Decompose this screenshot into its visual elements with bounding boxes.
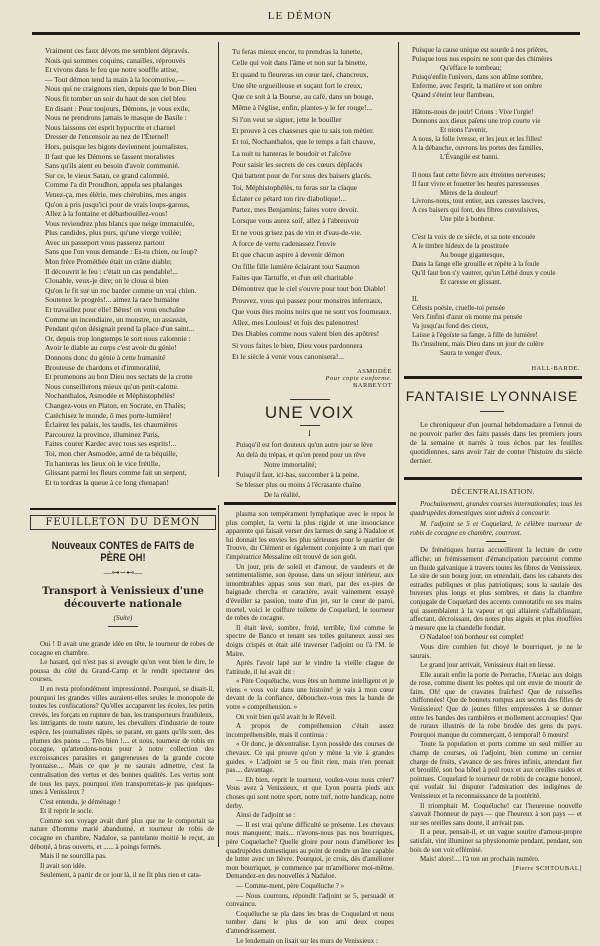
paragraph: plasma son tempérament lymphatique avec le repos le plus complet, la vertu la plus rigide et une insouciance apparente qui faisait verser des larmes de sang à Nadaloe et lui donnait les envies les plus sérieuses pour le quartier de Trouve, du Clément et également conjointe à un mari que l'impératrice Messaline eût trouvé de son goût. bbox=[226, 510, 394, 561]
section-rule bbox=[404, 477, 582, 480]
poem-line: A la débauche, ouvrons les portes des familles, bbox=[412, 143, 544, 152]
paragraph: « Or donc, je décentralise. Lyon possède des courses de chevaux. Ce qui prouve qu'on y mène la vie à grandes guides. » L'adjoint se 5 ou finit rien, mais n'en prenait pas.... davantage. bbox=[226, 740, 394, 775]
poem-line: Vraiment ces faux dévots me semblent dépravés. bbox=[45, 46, 190, 55]
poem-line: Venez-ça, mes élérie, mes chérubins, mes anges bbox=[45, 189, 187, 199]
poem-line: La nuit tu hanteras le boudoir et l'alcôve bbox=[232, 148, 351, 158]
poem-line: Même à l'église, enfin, plantes-y le fer rouge!... bbox=[232, 103, 373, 113]
paragraph: Mais! alors!.... l'à ton un prochain numéro. bbox=[420, 855, 540, 864]
poem-line: Avoir le diable au corps c'est avoir du génie! bbox=[45, 343, 177, 353]
column-divider bbox=[398, 42, 399, 847]
poem-line: A le timbre hideux de la prostituée bbox=[412, 241, 509, 250]
poem-line: Allez à la fontaine et débarbouillez-vous! bbox=[45, 209, 168, 219]
poem-line: Nous qui ne craignons rien, depuis que le bon Dieu bbox=[45, 84, 197, 94]
paragraph: Il en resta profondément impressionné. Pourquoi, se disait-il, pourquoi les grandes villes auraient-elles seules le monopole de toutes les confiscations? Qu'elles accaparent les écoles, les petits crevés, les forçats en rupture de ban, les transporteurs frauduleux, les intrigants de toute nature, les chevaliers d'industrie de toute espèce, les journalistes râpés, se parant, en gants qu'ils sont, des plumes des paons .... Très bien !.... et nous, tourneur de robis en cocagne, qu'attendons-nous pour à notre collection des excroissances parasites et gangreneuses de la grande cocote lyonnaise.... Mais ce que je ne saurais admettre, c'est la centralisation des vertus et des bonnes qualités. Les vertus sont de tous les pays, pourquoi n'en transporterais-je pas quelques-unes à Venissieux ? bbox=[30, 684, 214, 797]
masthead-rule bbox=[32, 32, 580, 35]
poem-line: Une tête orgueilleuse et suçant fort le creux, bbox=[232, 80, 363, 90]
paragraph: — Comme-ment, père Coquéluche ? » bbox=[236, 881, 345, 890]
poem-line: Plus candides, plus purs, qu'une vierge voilée; bbox=[45, 228, 182, 238]
poem-line: Mon frère Prométhée était un crâne diable; bbox=[45, 257, 172, 267]
section-rule bbox=[30, 508, 216, 510]
poem-line: Celle qui voit dans l'âme et non sur la binette, bbox=[232, 58, 368, 68]
decentralisation-text: Prochainement, grandes courses internationales; tous les quadrupèdes domestiques sont admis à concourir. M. l'adjoint se 5 et Coquelard, le célèbre tourneur de robis de cocagne en chambre, courront. De frénétiques hurras accueillirent la lecture de cette affiche; un frémissement d'émancipation parcourut comme un fluide galvanique à travers toutes les fibres de Venissieux. Le sire de son bourg jour, on entendait, dans les cabarets des estrades publiques et plus patriotiques; sous la saulaie des buveurs plus longs et plus sombres, et dans la chambre conjugale de Coquelard des accents connotatifs ou ses mains qui assemblaient à la vapeur et qui allaient s'affaiblissant, affectant, décroissant, des notes plus aiguës et plus étouffées à mesure que la chandelle fondait. O Nadaloe! ton bonheur est complet! Vous dire combien fut choyé le bourriquet, je ne le saurais. Le grand jour arrivait, Venissieux était en liesse. Elle aurait enfin la porte de Perrache, l'Auriac aux doigts de rose, comme disent les poètes qui ont envie de mourir de faim. Oh! que de cravates fraîches! Que de ruisselles chiffonnées! Que de bonnets rompus aux secrets des filles de Venissieux! Que de jeunes filles empressées à se donner entre les bandes des rambières et mollement accroupies! Que de ruraux illustrés de la robe brodée des gens du pays. Pourquoi manque du commerçant, ô temporal! ô mœurs! Toute la population et ports comme un seul millier au champ de courses, où l'adjoint, bien comme un cernier charge de fruits, s'avance de ses frères infinis, attendant fier et brouillé, son boa hôtel à poil roux et aux oreilles raides et pointues. Coquelard le tourneur de robis de cocagne honoré, qui voulait lui disputer l'admiration des indigènes de Venissieux et la reconnaissance de la postérité. Il triomphait M. Coquéluche! car l'heureuse nouvelle s'auvait l'honneur de pays — que l'heureux à son pays — et sur ses oreilles sans doute, il arrivait pas. Il a peur, pensait-il, et un vague sourire d'amour-propre satisfait, vint illuminer sa physionomie pendant, pendant, son bois de son voit efféminé. Mais! alors!.... l'à ton un prochain numéro. [Pierre SCHTOUBAL] bbox=[410, 500, 582, 872]
paragraph: C'est entendu, je déménage ! bbox=[40, 797, 121, 806]
poem-line: Allez, mes Loulous! et fuis des palenotres! bbox=[232, 318, 359, 328]
poem-line: En disant : Pour toujours, Démons, je vous exile, bbox=[45, 103, 190, 113]
poem-line: Et que chacun aspire à devenir démon bbox=[232, 250, 345, 260]
poem-line: Brouteuse de chardons et d'immoralité, bbox=[45, 362, 161, 372]
poem-line: Et nions l'avenir, bbox=[440, 126, 488, 135]
poem-line: II. bbox=[412, 295, 419, 304]
paragraph: Il a peur, pensait-il, et un vague sourire d'amour-propre satisfait, vint illuminer sa physionomie pendant, pendant, son bois de son voit efféminé. bbox=[410, 828, 582, 854]
poem-line: Pour saisir les secrets de ces cœurs déplacés bbox=[232, 159, 363, 169]
poem-line: Ils t'insultent, mais Dieu dans un jour de colère bbox=[412, 339, 544, 348]
poem-line: Clouable, veux-je dire; on le cloua si bien bbox=[45, 276, 169, 286]
poem-line: Que vous êtes moins noirs que ne sont vos fourneaux. bbox=[232, 306, 392, 316]
poem-line: Donnons aux dieux païens une trop courte vie bbox=[412, 117, 541, 126]
poem-line: A ces baisers qui font, des fibres convulsives, bbox=[412, 206, 540, 215]
poem-line: Partez, mes Benjamins; faites votre devoir. bbox=[232, 205, 359, 215]
paragraph: De frénétiques hurras accueillirent la lecture de cette affiche; un frémissement d'émancipation parcourut comme un fluide galvanique à travers toutes les fibres de Venissieux. Le sire de son bourg jour, on entendait, dans les cabarets des estrades publiques et plus patriotiques; sous la saulaie des buveurs plus longs et plus sombres, et dans la chambre conjugale de Coquelard des accents connotatifs ou ses mains qui assemblaient à la vapeur et qui allaient s'affaiblissant, affectant, décroissant, des notes plus aiguës et plus étouffées à mesure que la chandelle fondait. bbox=[410, 546, 582, 632]
series-title: Nouveaux CONTES de FAITS de PÈRE OH! bbox=[51, 540, 195, 564]
poem-line: Et toi, Nochanthalos, que le temps a fait chauve, bbox=[232, 137, 376, 147]
paragraph: Seulement, à partir de ce jour là, il ne fit plus rien et cata- bbox=[40, 871, 202, 880]
poem-line: Célests poésie, cruelle-toi pensée bbox=[412, 304, 505, 313]
poem-line: Qui battent pour de l'or sous des baisers glacés. bbox=[232, 171, 372, 181]
paragraph: On voit bien qu'il avait lu le Réveil. bbox=[236, 712, 337, 721]
poem-line: Faites que Tartuffe, et d'un œil charitable bbox=[232, 272, 354, 282]
poem-line: Notre immortalité; bbox=[264, 461, 317, 469]
paragraph: O Nadaloe! ton bonheur est complet! bbox=[420, 633, 524, 642]
poem-line: Lorsque vous aurez soif, allez à l'abreuvoir bbox=[232, 216, 360, 226]
poem-line: Pendant qu'on désignait prend la place d'un saint... bbox=[45, 324, 195, 334]
paragraph: Vous dire combien fut choyé le bourriquet, je ne le saurais. bbox=[410, 642, 582, 660]
poem-line: Mères de la douleur! bbox=[440, 188, 499, 197]
poem-line: Quand s'éteint leur flambeau, bbox=[412, 90, 495, 99]
feuilleton-banner: FEUILLETON DU DÉMON bbox=[30, 515, 216, 530]
paragraph: — Nous courrons, répondit l'adjoint se 5, persuadé et convaincu. bbox=[226, 891, 394, 909]
poem-line: Glissant parmi les fleurs comme fait un serpent, bbox=[45, 468, 187, 478]
poem-line: Puisqu'enfin l'univers, dans son abîme sombre, bbox=[412, 72, 544, 81]
paragraph: — Il est vrai qu'une difficulté se présente. Les chevaux nous manquent; mais... n'avons-nous pas nos bourriques, père Coquelache? Quelle gloire pour nous d'améliorer les quadrupèdes domestiques au point de rendre un âne capable de lutter avec un lièvre. Pourquoi, je crois, dès d'améliorer mon bourriquet, je commence par m'améliorer moi-même. Demandez-en des nouvelles à Nadaloe. bbox=[226, 820, 394, 881]
poem-line: Enferme, avec l'esprit, la matière et son ombre bbox=[412, 81, 543, 90]
poem-line: Dans la fange elle grouille et répète à la foule bbox=[412, 259, 540, 268]
poem-line: Va jusqu'au fond des cieux, bbox=[412, 322, 489, 331]
paragraph: Toute la population et ports comme un seul millier au champ de courses, où l'adjoint, bien comme un cernier charge de fruits, s'avance de ses frères infinis, attendant fier et brouillé, son boa hôtel à poil roux et aux oreilles raides et pointues. Coquelard le tourneur de robis de cocagne honoré, qui voulait lui disputer l'admiration des indigènes de Venissieux et la reconnaissance de la postérité. bbox=[410, 740, 582, 800]
column-divider bbox=[218, 505, 219, 847]
poem-line: Laisse à l'égoïste sa fange, à fille de lumière! bbox=[412, 331, 538, 339]
poem-line: Si vous faites le bien, Dieu vous pardonnera bbox=[232, 340, 363, 350]
paragraph: Le lendemain on lisait sur les murs de Venissieux : bbox=[236, 936, 378, 945]
poem-line: Dresser de l'encensoir au nez de l'Éternel! bbox=[45, 132, 169, 142]
poem-line: A force de vertu cadenassez l'envie bbox=[232, 239, 336, 249]
poem-line: Ou fille fille lumière éclairant tout Saumon bbox=[232, 261, 360, 271]
poem-line: — Tout démon tend la main à la locomotive,— bbox=[45, 74, 185, 84]
poem-line: Et vivons dans le feu que notre souffle attise, bbox=[45, 65, 179, 75]
section-number: I bbox=[308, 429, 311, 438]
paragraph: Ainsi de l'adjoint se : bbox=[236, 811, 296, 820]
poem-line: Puisqu'il est fort douteux qu'un autre jour se lève bbox=[236, 441, 373, 449]
poem-line: Se blesser plus ou moins à l'écrasante chaîne bbox=[236, 481, 362, 489]
ornament: —⊶∽⊷— bbox=[103, 568, 143, 577]
poem-line: Avec un passeport vous passerez partout bbox=[45, 237, 165, 247]
poem-line: Sans que l'on vous demande : Es-tu chien, ou loup? bbox=[45, 247, 197, 257]
paragraph: Oui ! Il avait une grande idée en tête, le tourneur de robes de cocagne en chambre. bbox=[30, 640, 214, 657]
poem-line: Donnons donc du génie à cette humanité bbox=[45, 353, 166, 362]
poem-column-2 bbox=[232, 46, 394, 362]
poem-line: Une pile à bonheur. bbox=[440, 215, 495, 224]
section-rule bbox=[224, 502, 396, 505]
paragraph: Comme son voyage avait duré plus que ne le comportait sa nature d'homme marié abandonné, et tourneur de robis de cocagne en chambre, Nadaloe, sa pantelante moitié le reçut, au débotté, à bras ouverts, et ...... à poings fermés. bbox=[30, 816, 214, 851]
paragraph: « Père Coquéluche, vous êtes un homme intelligent et je viens « vous voir dans une histoire! je vais à mon cœur devant de la confiance, débouchez-vous mes la bande de votre « compréhension. » bbox=[226, 677, 394, 712]
poem-line: Hors, puisque les bigots deviennent journalistes, bbox=[45, 141, 189, 151]
poem-line: Et le siècle à venir vous canonisera!... bbox=[232, 352, 344, 362]
poem-signature: ASMODÉE Pour copie conforme. BARBEYOT bbox=[325, 368, 392, 389]
paragraph: Il était levé, sombre, froid, terrible, fixé comme le spectre de Banco et tenant ses toiles guitaneux aussi ses doigts crispés et était ailé traverser l'adjoint ou l'à l'M. le Maire. bbox=[226, 623, 394, 658]
poem-line: Parcourez la province, illuminez Paris, bbox=[45, 429, 160, 439]
stanza-break bbox=[412, 99, 582, 108]
feuilleton-text bbox=[30, 640, 214, 881]
paragraph: Le grand jour arrivait, Venissieux était en liesse. bbox=[420, 661, 555, 670]
feuilleton-header bbox=[30, 515, 216, 631]
poem-line: C'est la voix de ce siècle, et sa note encouée bbox=[412, 233, 536, 242]
poem-line: A nous, la folle ivresse, et les jeux et les filles! bbox=[412, 135, 543, 144]
paragraph: A propos de compréhension c'était assez incompréhensible, mais il continua : bbox=[226, 722, 394, 739]
poem-line: Et prouve à ces chasseurs que tu sais ton métier. bbox=[232, 126, 375, 136]
poem-line: Qu'on le fit sur un roc barder comme un vrai chien. bbox=[45, 285, 197, 295]
paragraph: Après l'avoir lapé sur le vindre la vieille clague de l'attitude, il lui avait dit : bbox=[226, 659, 394, 676]
poem-line: Toi, Méphistophélès, tu feras sur la claque bbox=[232, 182, 358, 192]
stanza-break bbox=[412, 286, 582, 295]
paragraph: Et il reprit le socle. bbox=[40, 807, 94, 816]
poem-line: Puisque tous nos espoirs ne sont que des chimères bbox=[412, 54, 553, 63]
paragraph: Un jour, pris de soleil et d'amour, de vaudeurs et de sentimentalisme, son épouse, dans un séjour intérieur, aux innombrables appas sous son mari, par des ex-pies de baignade chercha et caractère, avait vainement essayé d'éveiller sa passion, toute d'un jet, sur le cœur de paroi, mortel, voici le coiffure toilette de Coquelard, le tourneur de robes de cocagne. bbox=[226, 562, 394, 623]
fantaisie-title: FANTAISIE LYONNAISE bbox=[405, 388, 579, 404]
poem-line: Sans qu'ils aient eu besoin d'avoir communié. bbox=[45, 161, 180, 171]
poem-column-3 bbox=[412, 46, 582, 358]
poem-line: Des Diables comme nous valent bien des apôtres! bbox=[232, 329, 380, 339]
poem-line: Puisque la cause unique est sourde à nos prières, bbox=[412, 46, 548, 54]
poem-line: Et ne vous grisez pas de vin et d'eau-de-vie. bbox=[232, 227, 362, 237]
poem-line: Saura te venger d'eux. bbox=[440, 348, 502, 357]
paragraph: Il avait son idée. bbox=[40, 861, 87, 870]
poem-line: Qu'il faut bon s'y vautrer, qu'un Léthé doux y coule bbox=[412, 268, 556, 277]
story-title: Transport à Venissieux d'une découverte nationale bbox=[42, 586, 204, 610]
poem-line: Nous laissons cet esprit hypocrite et charnel bbox=[45, 122, 176, 132]
decentralisation-title: DÉCENTRALISATION. bbox=[450, 487, 536, 496]
stanza-break bbox=[412, 224, 582, 233]
poem-line: Toi, mon cher Asmodée, armé de ta béquille, bbox=[45, 448, 178, 458]
poem-line: Changez-vous en Platon, en Socrate, en Thalès; bbox=[45, 400, 186, 410]
poem-line: Comme un incendiaire, un monstre, un assassin, bbox=[45, 314, 188, 324]
stanza-break bbox=[412, 162, 582, 171]
poem-line: Faites courer Kardec avec tous ses esprits!... bbox=[45, 439, 177, 449]
poem-line: Au delà du trépas, et qu'on prend pour un rêve bbox=[236, 451, 366, 459]
poem-line: Nous conseillerons mieux qu'un petit-calotte. bbox=[45, 381, 179, 391]
une-voix-poem bbox=[236, 440, 394, 500]
poem-line: Démontrez que le ciel s'ouvre pour tout bon Diable! bbox=[232, 284, 386, 294]
poem-line: Comme l'a dit Proudhon, appela ses phalanges bbox=[45, 180, 183, 190]
poem-line: Et tu tordras la queue à ce long chenapan! bbox=[45, 477, 169, 487]
poem-line: Puisqu'il faut, ici-bas, succomber à la peine, bbox=[236, 471, 360, 479]
poem-line: Il faut que les Démons se fassent moralistes bbox=[45, 151, 175, 161]
middle-story-text bbox=[226, 510, 394, 946]
poem-column-1 bbox=[45, 46, 217, 487]
paragraph: Le hasard, qui n'est pas si aveugle qu'on veut bien le dire, le poussa du côté du Grand-Camp et le rendit spectateur des courses. bbox=[30, 658, 214, 684]
paragraph: Elle aurait enfin la porte de Perrache, l'Auriac aux doigts de rose, comme disent les poètes qui ont envie de mourir de faim. Oh! que de cravates fraîches! Que de ruisselles chiffonnées! Que de bonnets rompus aux secrets des filles de Venissieux! Que de jeunes filles empressées à se donner entre les bandes des rambières et mollement accroupies! Que de ruraux illustrés de la robe brodée des gens du pays. Pourquoi manque du commerçant, ô temporal! ô mœurs! bbox=[410, 670, 582, 739]
poem-line: De la réalité, bbox=[264, 491, 300, 499]
paragraph: Coquéluche se pla dans les bras de Coquelard et nous tomber dans le plus de son ami deux coupes d'attendrissement. bbox=[226, 909, 394, 935]
poem-line: Et quand tu fleureras un cœur taré, chancreux, bbox=[232, 69, 369, 79]
poem-line: Nochanthalos, Asmodée et Méphistophélès! bbox=[45, 391, 176, 401]
poem-line: Éclairez les palais, les taudis, les chaumières bbox=[45, 420, 178, 430]
poem-line: Qu'on a pris jusqu'ici pour de vrais loups-garous, bbox=[45, 199, 190, 209]
poem-line: Qu'efface le tombeau; bbox=[440, 63, 502, 72]
poem-line: Nous ne prendrons jamais le masque de Basile : bbox=[45, 113, 187, 123]
fantaisie-intro: Le chroniqueur d'un journal hebdomadaire a l'ennui de ne pouvoir parler des faits passés dans les premiers jours de la semaine et narrés à tous échos par les feuilles quotidiennes, sans avoir l'air de conter l'histoire du siècle dernier. bbox=[410, 420, 582, 465]
poem-line: Vers l'infini d'azur où monte ma pensée bbox=[412, 313, 523, 322]
poem-line: Tu hanteras les lieux où le vice frétille, bbox=[45, 458, 161, 468]
poem-line: Vous reviendrez plus blancs que neige immaculée, bbox=[45, 218, 195, 228]
masthead-title: LE DÉMON bbox=[267, 10, 333, 22]
poem-line: L'Évangile est banni. bbox=[440, 152, 499, 161]
paragraph: Il triomphait M. Coquéluche! car l'heureuse nouvelle s'auvait l'honneur de pays — que l'heureux à son pays — et sur ses oreilles sans doute, il arrivait pas. bbox=[410, 801, 582, 827]
poem-line: Éclater ce pétard ton rire diabolique!... bbox=[232, 193, 347, 203]
poem-line: Livrons-nous, tout entier, aux caresses lascives, bbox=[412, 197, 546, 206]
column-divider bbox=[218, 42, 219, 477]
poem-signature: HALL-BARDE. bbox=[531, 365, 580, 372]
poem-line: Prouvez, vous qui passez pour monstres infernaux, bbox=[232, 295, 383, 305]
poem-line: Il découvrit le feu : c'était un cas pendable!... bbox=[45, 266, 178, 276]
poem-line: Et promenons au bon Dieu nos sectats de la crotte bbox=[45, 372, 193, 382]
paragraph: Mais il ne sourcilla pas. bbox=[40, 852, 107, 861]
poem-line: Hâtons-nous de jouir! Crions : Vive l'orgie! bbox=[412, 108, 534, 117]
section-rule bbox=[404, 376, 582, 379]
paragraph: — Eh bien, reprit le tourneur, voulez-vous nous créer? Vous avez à Venissieux, et que Lyon pourra pieds aux choses qui sont notre sport, notre turf, notre handicap, notre derby. bbox=[226, 775, 394, 810]
poem-line: Si l'on veut se signer, jette le bouiller bbox=[232, 114, 342, 124]
poem-line: Nous qui sommes coquins, canailles, réprouvés bbox=[45, 55, 186, 65]
poem-line: Catéchisez le monde, ô mes porte-lumière! bbox=[45, 410, 172, 420]
poem-line: Nous fit tomber un soir du haut de son ciel bleu bbox=[45, 93, 186, 103]
poem-line: Et caresse en glissant. bbox=[440, 277, 502, 286]
poem-line: Sur ce, le vieux Satan, ce grand calomnié, bbox=[45, 170, 169, 180]
poem-line: Que ce soit à la Bourse, au café, dans un bouge, bbox=[232, 92, 374, 102]
poem-line: Tu feras mieux encor, tu prendras la lunette, bbox=[232, 47, 363, 56]
une-voix-title: UNE VOIX bbox=[264, 403, 355, 422]
poem-line: Il faut vivre et fouetter les heures paresseuses bbox=[412, 179, 540, 188]
poem-line: Soutenez le progrès!... aimez la race humaine bbox=[45, 295, 180, 305]
poem-line: Il nous faut cette fièvre aux étreintes nerveuses; bbox=[412, 170, 546, 179]
poem-line: Et travaillez pour elle! Bêtes! on vous enchaîne bbox=[45, 305, 186, 315]
story-subtitle: (Suite) bbox=[113, 614, 133, 622]
poem-line: Or, depuis trop longtemps le sort nous calomnie : bbox=[45, 333, 191, 343]
poem-line: Au bouge gigantesque, bbox=[440, 250, 505, 259]
